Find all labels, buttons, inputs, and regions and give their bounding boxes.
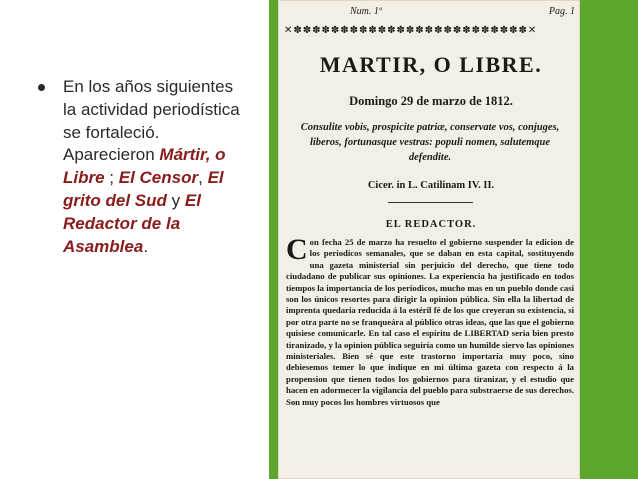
drop-cap: C — [286, 233, 308, 266]
paper-el-redactor-de-la-asamblea: El Redactor de la Asamblea — [63, 190, 201, 256]
separator-3: y — [166, 190, 181, 210]
latin-quote: Consulite vobis, prospicite patriæ, conservate vos, conjuges, liberos, fortunasque vestras: populi nomen, salutemque defendite. — [300, 122, 560, 163]
bullet-intro: En los años siguientes la actividad periodística se fortaleció. Aparecieron — [63, 77, 240, 165]
separator-2: , — [198, 168, 208, 188]
newspaper-date: Domingo 29 de marzo de 1812. — [349, 94, 513, 108]
ornament-border: ✕✽✽✽✽✽✽✽✽✽✽✽✽✽✽✽✽✽✽✽✽✽✽✽✽✽✕ — [284, 25, 538, 36]
newspaper-title: MARTIR, O LIBRE. — [319, 52, 543, 77]
paper-el-censor: El Censor — [118, 168, 199, 188]
divider-rule — [388, 202, 473, 203]
article-body — [286, 233, 574, 408]
issue-number: Num. 1º — [350, 6, 382, 17]
newspaper-scan — [278, 0, 580, 479]
bullet-end: . — [143, 236, 149, 256]
article-text: on fecha 25 de marzo ha resuelto el gobierno suspender la edicion de los periodicos semanales, que se daban en esta capital, sostituyendo una gazeta ministerial sin perjuicio del derecho, que tiene todo ciudadano de publicar sus opiniones. La experiencia ha justificado en todos tiempos la importancia de los periodicos, mucho mas en un pueblo donde casi son los únicos resortes para dirigir la opinion pública. Sin ella la libertad de imprenta quedaria reducida á la estéril fé de los que creyeran su existencia, si por otra parte no se franqueára al público otras ideas, que las que el gobierno quisiese comunicarle. En tal caso el espiritu de LIBERTAD seria bien presto tiranizado, y la opinion pública seguiría como un humilde siervo las opiniones ministeriales. Bien sé que este trastorno importaría muy poco, sino debiesemos temer lo que indique en mi última gazeta con respecto á la propension que tienen todos los gobiernos para tiranizar, y el estudio que hacen en adormecer la vigilancia del pueblo para substraerse de sus derechos. Son muy pocos los hombres virtuosos que — [286, 237, 574, 407]
paper-el-grito-del-sud: El grito del Sud — [63, 168, 224, 210]
page-number: Pag. 1 — [548, 6, 575, 17]
paper-martir-o-libre: Mártir, o Libre — [63, 145, 226, 188]
separator-1: ; — [104, 168, 115, 188]
bullet-text — [63, 76, 243, 258]
newspaper-header — [350, 6, 575, 17]
section-heading: EL REDACTOR. — [385, 219, 477, 230]
bullet-dot-icon — [38, 84, 45, 91]
quote-citation: Cicer. in L. Catilinam IV. II. — [367, 180, 495, 191]
